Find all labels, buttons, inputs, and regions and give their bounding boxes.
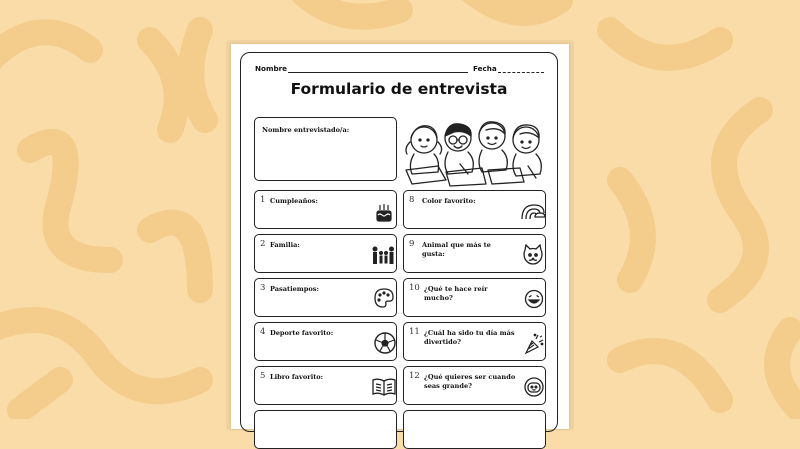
question-box-13 bbox=[403, 410, 546, 449]
interviewee-box bbox=[254, 117, 397, 181]
question-number: 1 bbox=[260, 195, 266, 205]
question-label: ¿Qué quieres ser cuando seas grande? bbox=[424, 373, 516, 390]
question-box-8 bbox=[403, 190, 546, 229]
question-label: Color favorito: bbox=[422, 197, 476, 205]
children-writing-illustration bbox=[402, 112, 550, 188]
laughing-face-icon bbox=[524, 289, 544, 309]
rainbow-icon bbox=[520, 201, 546, 221]
book-icon bbox=[371, 377, 397, 397]
question-label: Pasatiempos: bbox=[270, 285, 319, 293]
paint-palette-icon bbox=[373, 287, 395, 309]
question-box-10 bbox=[403, 278, 546, 317]
question-box-2 bbox=[254, 234, 397, 273]
question-box-5 bbox=[254, 366, 397, 405]
question-label: Familia: bbox=[270, 241, 300, 249]
party-popper-icon bbox=[524, 333, 544, 355]
astronaut-icon bbox=[523, 376, 545, 398]
question-label: ¿Cuál ha sido tu día más divertido? bbox=[424, 329, 515, 346]
question-label: Deporte favorito: bbox=[270, 329, 334, 337]
family-icon bbox=[371, 245, 395, 265]
question-label: Cumpleaños: bbox=[270, 197, 318, 205]
soccer-ball-icon bbox=[373, 331, 397, 355]
interviewee-label: Nombre entrevistado/a: bbox=[262, 126, 350, 134]
name-line bbox=[288, 72, 468, 73]
question-label: Animal que más te gusta: bbox=[422, 241, 491, 258]
cake-icon bbox=[375, 201, 393, 223]
question-box-9 bbox=[403, 234, 546, 273]
question-number: 4 bbox=[260, 327, 266, 337]
question-number: 5 bbox=[260, 371, 266, 381]
question-number: 2 bbox=[260, 239, 266, 249]
question-number: 10 bbox=[409, 283, 420, 293]
page-title: Formulario de entrevista bbox=[290, 80, 508, 98]
question-label: Libro favorito: bbox=[270, 373, 324, 381]
question-number: 9 bbox=[409, 239, 415, 249]
question-number: 8 bbox=[409, 195, 415, 205]
cat-icon bbox=[522, 244, 544, 266]
name-label: Nombre bbox=[255, 64, 288, 73]
question-number: 12 bbox=[409, 371, 420, 381]
question-box-11 bbox=[403, 322, 546, 361]
question-box-4 bbox=[254, 322, 397, 361]
date-line bbox=[498, 72, 544, 73]
date-label: Fecha bbox=[473, 64, 497, 73]
question-box-3 bbox=[254, 278, 397, 317]
question-label: ¿Qué te hace reír mucho? bbox=[424, 285, 488, 302]
question-box-1 bbox=[254, 190, 397, 229]
question-box-6 bbox=[254, 410, 397, 449]
question-number: 11 bbox=[409, 327, 420, 337]
question-box-12 bbox=[403, 366, 546, 405]
question-number: 3 bbox=[260, 283, 266, 293]
